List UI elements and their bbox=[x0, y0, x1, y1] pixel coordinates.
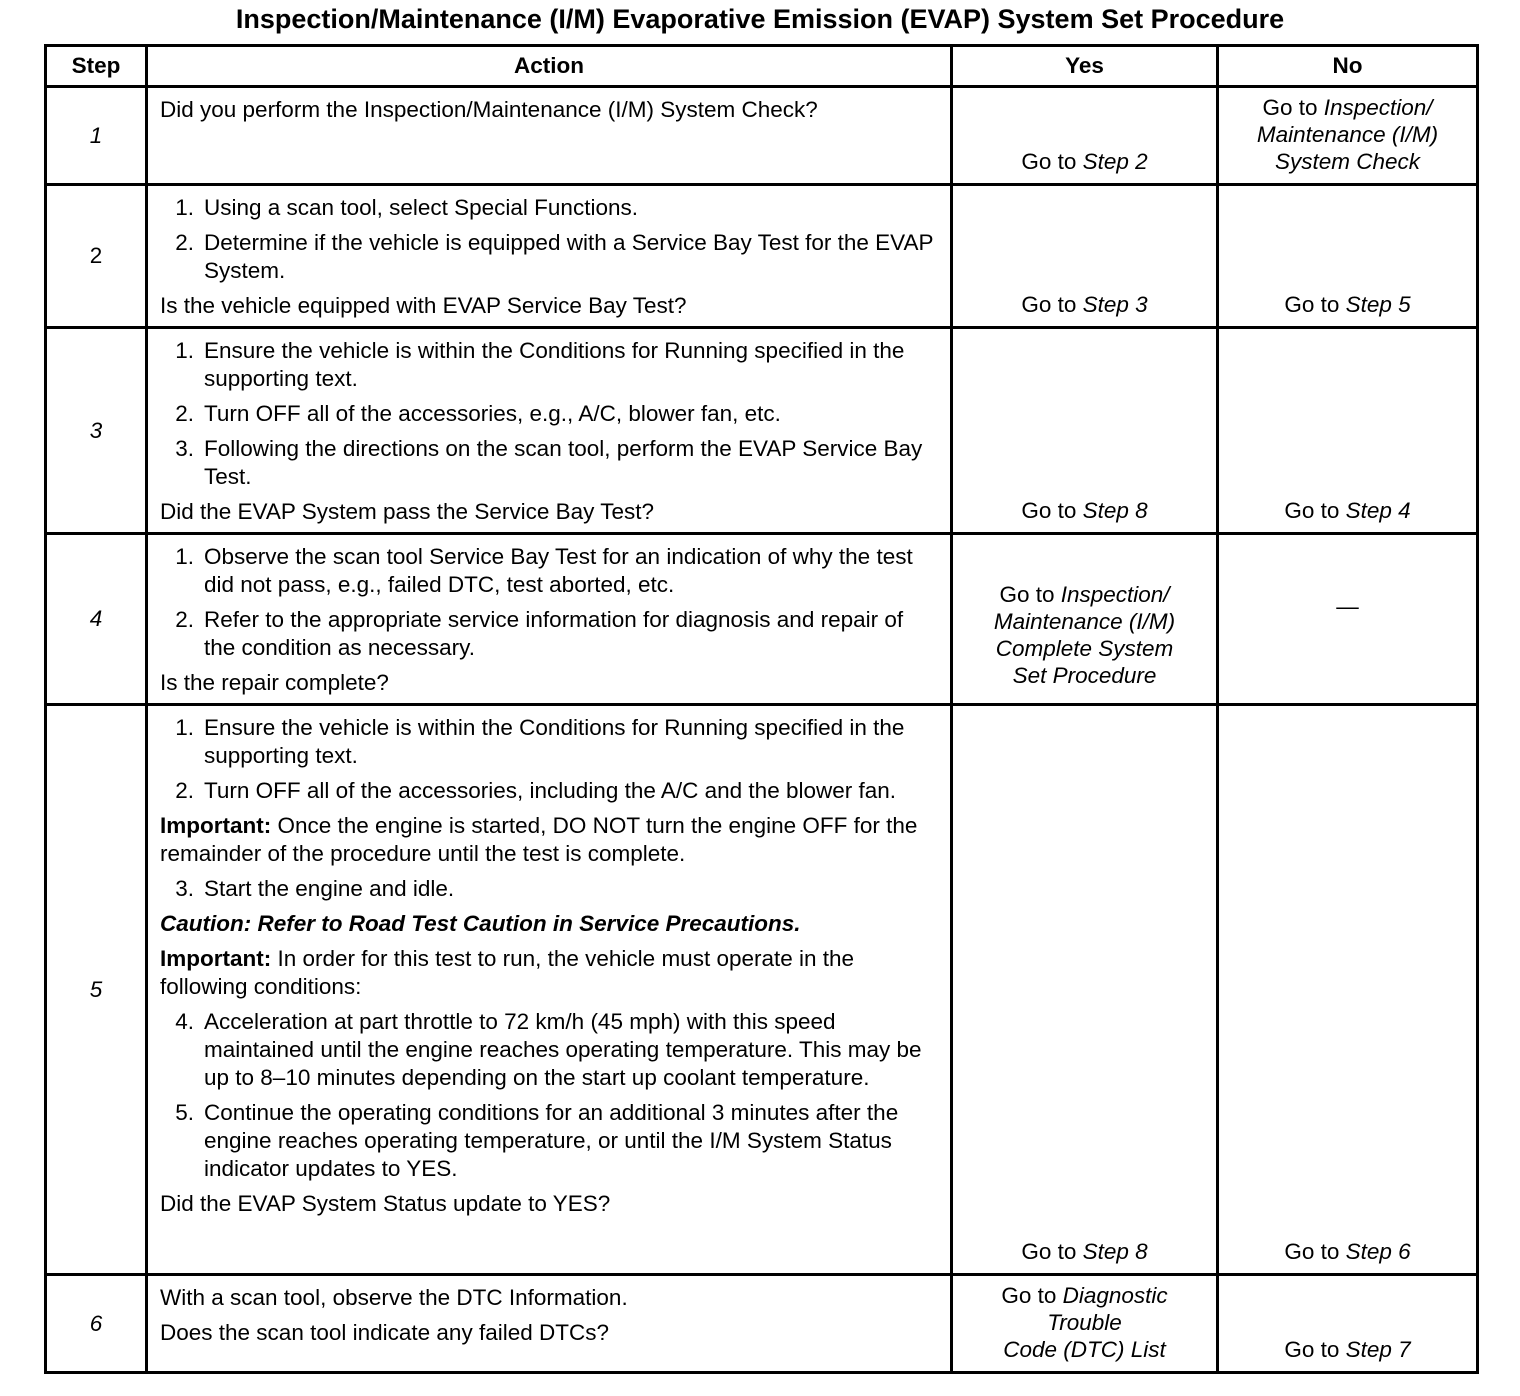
no-prefix: Go to bbox=[1262, 95, 1324, 120]
yes-cell bbox=[952, 534, 1218, 705]
procedure-table bbox=[44, 44, 1479, 1374]
list-text: Acceleration at part throttle to 72 km/h (45 mph) with this speed maintained until the engine reaches operating temperature. This may be up to 8–10 minutes depending on the start up coolant temperature. bbox=[204, 1009, 922, 1090]
list-text: Turn OFF all of the accessories, e.g., A/C, blower fan, etc. bbox=[204, 401, 781, 426]
list-number: 4. bbox=[175, 1009, 194, 1034]
action-text: With a scan tool, observe the DTC Information. bbox=[160, 1285, 628, 1310]
action-cell bbox=[147, 534, 952, 705]
no-link[interactable]: Inspection/ bbox=[1323, 95, 1433, 120]
no-dash: — bbox=[1336, 593, 1359, 619]
list-item bbox=[160, 1008, 940, 1092]
yes-link[interactable]: Maintenance (I/M) bbox=[993, 609, 1176, 634]
header-yes: Yes bbox=[952, 46, 1218, 87]
yes-prefix: Go to bbox=[1001, 1283, 1063, 1308]
table-row bbox=[46, 87, 1478, 185]
list-number: 1. bbox=[175, 715, 194, 740]
no-link[interactable]: Step 6 bbox=[1345, 1239, 1411, 1264]
list-text: Refer to the appropriate service information for diagnosis and repair of the condition as necessary. bbox=[204, 607, 904, 660]
yes-link[interactable]: Step 8 bbox=[1082, 1239, 1148, 1264]
table-row bbox=[46, 534, 1478, 705]
list-item bbox=[160, 1099, 940, 1183]
list-item bbox=[160, 714, 940, 770]
list-item bbox=[160, 435, 940, 491]
header-row bbox=[46, 46, 1478, 87]
action-list bbox=[160, 543, 940, 662]
list-number: 2. bbox=[175, 401, 194, 426]
yes-prefix: Go to bbox=[1021, 292, 1083, 317]
table-row bbox=[46, 328, 1478, 534]
action-list bbox=[160, 1008, 940, 1183]
no-cell bbox=[1218, 534, 1478, 705]
list-text: Ensure the vehicle is within the Conditions for Running specified in the supporting text. bbox=[204, 338, 905, 391]
action-question: Does the scan tool indicate any failed DTCs? bbox=[160, 1320, 609, 1345]
list-text: Start the engine and idle. bbox=[204, 876, 455, 901]
no-link[interactable]: Step 4 bbox=[1345, 498, 1411, 523]
no-cell bbox=[1218, 328, 1478, 534]
list-item bbox=[160, 400, 940, 428]
action-list bbox=[160, 194, 940, 285]
list-text: Continue the operating conditions for an additional 3 minutes after the engine reaches operating temperature, or until the I/M System Status indicator updates to YES. bbox=[204, 1100, 899, 1181]
list-item bbox=[160, 606, 940, 662]
no-prefix: Go to bbox=[1284, 292, 1346, 317]
list-number: 5. bbox=[175, 1100, 194, 1125]
yes-cell bbox=[952, 705, 1218, 1275]
action-cell bbox=[147, 185, 952, 328]
list-number: 2. bbox=[175, 778, 194, 803]
list-item bbox=[160, 875, 940, 903]
step-number: 6 bbox=[46, 1275, 147, 1373]
action-question: Did the EVAP System Status update to YES? bbox=[160, 1191, 611, 1216]
header-no: No bbox=[1218, 46, 1478, 87]
list-item bbox=[160, 543, 940, 599]
yes-prefix: Go to bbox=[999, 582, 1061, 607]
action-cell bbox=[147, 1275, 952, 1373]
yes-prefix: Go to bbox=[1021, 1239, 1083, 1264]
list-number: 1. bbox=[175, 544, 194, 569]
list-text: Using a scan tool, select Special Functions. bbox=[204, 195, 638, 220]
yes-link[interactable]: Set Procedure bbox=[1012, 663, 1157, 688]
yes-prefix: Go to bbox=[1021, 498, 1083, 523]
list-text: Turn OFF all of the accessories, including the A/C and the blower fan. bbox=[204, 778, 897, 803]
list-item bbox=[160, 337, 940, 393]
step-number: 5 bbox=[46, 705, 147, 1275]
page-title: Inspection/Maintenance (I/M) Evaporative Emission (EVAP) System Set Procedure bbox=[235, 4, 1285, 34]
important-text: In order for this test to run, the vehicle must operate in the following conditions: bbox=[160, 946, 855, 999]
no-prefix: Go to bbox=[1284, 1337, 1346, 1362]
caution-note: Caution: Refer to Road Test Caution in Service Precautions. bbox=[160, 911, 801, 936]
step-number: 2 bbox=[46, 185, 147, 328]
no-link[interactable]: Step 5 bbox=[1345, 292, 1411, 317]
yes-prefix: Go to bbox=[1021, 149, 1083, 174]
list-item bbox=[160, 777, 940, 805]
important-text: Once the engine is started, DO NOT turn the engine OFF for the remainder of the procedure until the test is complete. bbox=[160, 813, 918, 866]
list-item bbox=[160, 194, 940, 222]
no-prefix: Go to bbox=[1284, 498, 1346, 523]
header-step: Step bbox=[46, 46, 147, 87]
yes-cell bbox=[952, 1275, 1218, 1373]
important-label: Important: bbox=[160, 946, 272, 971]
action-cell bbox=[147, 705, 952, 1275]
no-link[interactable]: Maintenance (I/M) bbox=[1256, 122, 1439, 147]
important-note bbox=[160, 812, 940, 868]
no-prefix: Go to bbox=[1284, 1239, 1346, 1264]
action-list bbox=[160, 337, 940, 491]
yes-cell bbox=[952, 328, 1218, 534]
list-number: 1. bbox=[175, 338, 194, 363]
yes-cell bbox=[952, 87, 1218, 185]
step-number: 1 bbox=[46, 87, 147, 185]
list-number: 3. bbox=[175, 436, 194, 461]
important-label: Important: bbox=[160, 813, 272, 838]
table-row bbox=[46, 1275, 1478, 1373]
action-list bbox=[160, 714, 940, 805]
yes-link[interactable]: Step 3 bbox=[1082, 292, 1148, 317]
list-item bbox=[160, 229, 940, 285]
yes-link[interactable]: Complete System bbox=[995, 636, 1174, 661]
important-note bbox=[160, 945, 940, 1001]
yes-link[interactable]: Inspection/ bbox=[1060, 582, 1170, 607]
no-link[interactable]: System Check bbox=[1274, 149, 1421, 174]
action-list bbox=[160, 875, 940, 903]
step-number: 4 bbox=[46, 534, 147, 705]
action-cell bbox=[147, 87, 952, 185]
action-question: Is the repair complete? bbox=[160, 670, 389, 695]
list-number: 2. bbox=[175, 230, 194, 255]
action-question: Did the EVAP System pass the Service Bay Test? bbox=[160, 499, 654, 524]
yes-link[interactable]: Code (DTC) List bbox=[1003, 1337, 1166, 1362]
yes-link[interactable]: Step 2 bbox=[1082, 149, 1148, 174]
list-text: Determine if the vehicle is equipped with a Service Bay Test for the EVAP System. bbox=[204, 230, 934, 283]
action-cell bbox=[147, 328, 952, 534]
list-number: 2. bbox=[175, 607, 194, 632]
list-text: Observe the scan tool Service Bay Test for an indication of why the test did not pass, e.g., failed DTC, test aborted, etc. bbox=[204, 544, 913, 597]
yes-cell bbox=[952, 185, 1218, 328]
header-action: Action bbox=[147, 46, 952, 87]
table-row bbox=[46, 705, 1478, 1275]
no-cell bbox=[1218, 705, 1478, 1275]
yes-link[interactable]: Diagnostic bbox=[1062, 1283, 1168, 1308]
no-cell bbox=[1218, 87, 1478, 185]
no-cell bbox=[1218, 1275, 1478, 1373]
yes-link[interactable]: Step 8 bbox=[1082, 498, 1148, 523]
action-question: Is the vehicle equipped with EVAP Service Bay Test? bbox=[160, 293, 687, 318]
action-question: Did you perform the Inspection/Maintenance (I/M) System Check? bbox=[160, 97, 818, 122]
no-link[interactable]: Step 7 bbox=[1345, 1337, 1411, 1362]
step-number: 3 bbox=[46, 328, 147, 534]
yes-link[interactable]: Trouble bbox=[1047, 1310, 1122, 1335]
list-number: 3. bbox=[175, 876, 194, 901]
table-row bbox=[46, 185, 1478, 328]
list-text: Following the directions on the scan tool, perform the EVAP Service Bay Test. bbox=[204, 436, 923, 489]
no-cell bbox=[1218, 185, 1478, 328]
list-text: Ensure the vehicle is within the Conditions for Running specified in the supporting text. bbox=[204, 715, 905, 768]
list-number: 1. bbox=[175, 195, 194, 220]
